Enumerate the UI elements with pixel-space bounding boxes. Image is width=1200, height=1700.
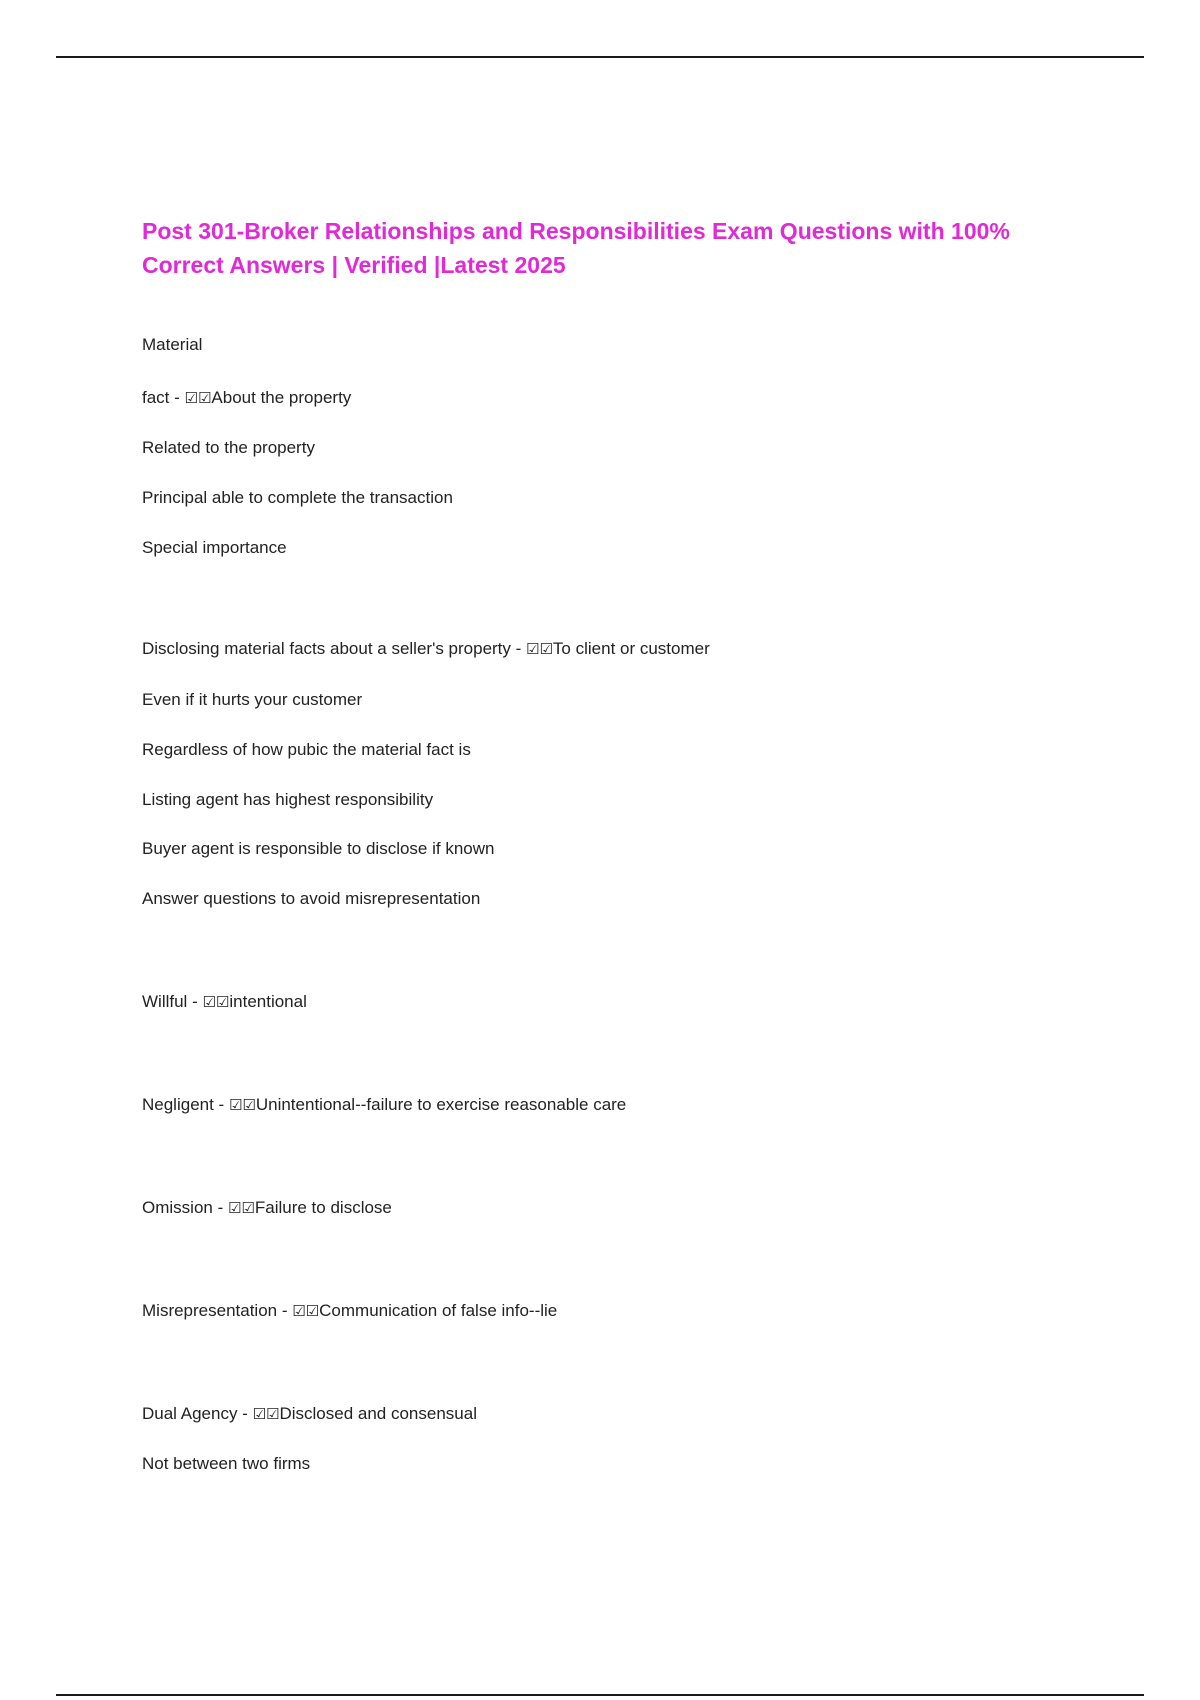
qa-line	[142, 991, 307, 1013]
text-line: Even if it hurts your customer	[142, 690, 363, 709]
qa-answer: Unintentional--failure to exercise reasonable care	[255, 1095, 627, 1114]
qa-separator: -	[510, 639, 527, 658]
qa-term: Disclosing material facts about a seller's property	[142, 639, 511, 658]
double-checkmark-icon: ☑☑	[202, 993, 230, 1011]
qa-answer: intentional	[229, 992, 307, 1011]
qa-separator: -	[187, 992, 203, 1011]
title-line-2: Correct Answers | Verified |Latest 2025	[142, 252, 566, 278]
text-line: Buyer agent is responsible to disclose if known	[142, 839, 495, 858]
qa-term: Dual Agency	[142, 1404, 238, 1423]
double-checkmark-icon: ☑☑	[526, 640, 553, 658]
qa-line	[142, 387, 351, 409]
qa-separator: -	[213, 1095, 229, 1114]
double-checkmark-icon: ☑☑	[184, 389, 212, 407]
qa-line	[142, 1197, 392, 1219]
qa-term: Willful	[142, 992, 188, 1011]
qa-separator: -	[169, 388, 185, 407]
qa-term: Misrepresentation	[142, 1301, 278, 1320]
qa-answer: Communication of false info--lie	[319, 1301, 558, 1320]
qa-separator: -	[237, 1404, 253, 1423]
bottom-rule	[56, 1694, 1144, 1696]
qa-line	[142, 1300, 557, 1322]
text-line: Material	[142, 335, 203, 354]
text-line: Special importance	[142, 538, 287, 557]
text-line: Regardless of how pubic the material fact is	[142, 740, 471, 759]
qa-answer: Disclosed and consensual	[279, 1404, 477, 1423]
qa-answer: Failure to disclose	[254, 1198, 392, 1217]
qa-answer: To client or customer	[552, 639, 710, 658]
qa-separator: -	[212, 1198, 228, 1217]
qa-separator: -	[277, 1301, 293, 1320]
text-line: Principal able to complete the transaction	[142, 488, 453, 507]
qa-term: Omission	[142, 1198, 213, 1217]
double-checkmark-icon: ☑☑	[252, 1405, 280, 1423]
top-rule	[56, 56, 1144, 58]
qa-line	[142, 638, 710, 660]
text-line: Not between two firms	[142, 1454, 311, 1473]
qa-term: Negligent	[142, 1095, 214, 1114]
double-checkmark-icon: ☑☑	[227, 1199, 255, 1217]
title-line-1: Post 301-Broker Relationships and Responsibilities Exam Questions with 100%	[142, 218, 1010, 244]
text-line: Answer questions to avoid misrepresentation	[142, 889, 481, 908]
qa-line	[142, 1403, 477, 1425]
document-title	[142, 214, 1072, 282]
qa-answer: About the property	[211, 388, 352, 407]
qa-term: fact	[142, 388, 170, 407]
text-line: Listing agent has highest responsibility	[142, 790, 434, 809]
qa-line	[142, 1094, 626, 1116]
text-line: Related to the property	[142, 438, 315, 457]
double-checkmark-icon: ☑☑	[292, 1302, 320, 1320]
double-checkmark-icon: ☑☑	[228, 1096, 256, 1114]
